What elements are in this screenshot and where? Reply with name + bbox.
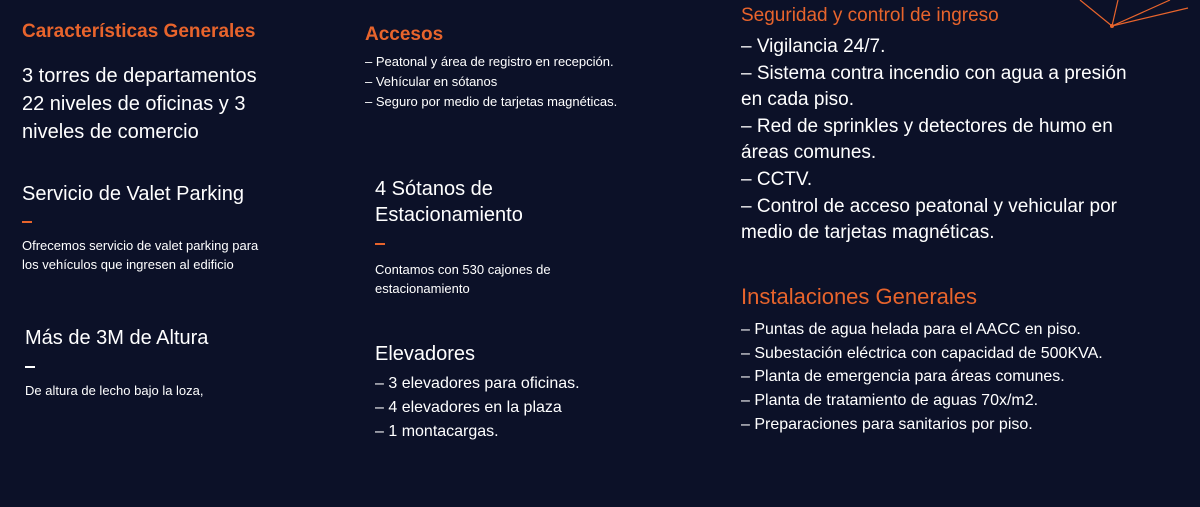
valet-parking-title: Servicio de Valet Parking <box>22 183 244 205</box>
height-dash-divider <box>25 366 35 368</box>
installation-item: – Puntas de agua helada para el AACC en piso. <box>741 321 1081 338</box>
valet-dash-divider <box>22 221 32 223</box>
valet-desc-line: los vehículos que ingresen al edificio <box>22 257 234 272</box>
height-title: Más de 3M de Altura <box>25 327 209 349</box>
parking-desc-line: estacionamiento <box>375 281 470 296</box>
parking-desc-line: Contamos con 530 cajones de <box>375 262 551 277</box>
elevators-list <box>375 372 580 444</box>
security-line: medio de tarjetas magnéticas. <box>741 222 995 244</box>
access-item: – Peatonal y área de registro en recepción. <box>365 54 614 69</box>
parking-title-line: 4 Sótanos de <box>375 178 493 200</box>
decorative-lines-graphic <box>1070 0 1200 34</box>
parking-dash-divider <box>375 243 385 245</box>
parking-title-line: Estacionamiento <box>375 204 523 226</box>
intro-line: 22 niveles de oficinas y 3 <box>22 93 246 115</box>
elevator-item: – 1 montacargas. <box>375 423 499 440</box>
elevator-item: – 4 elevadores en la plaza <box>375 399 562 416</box>
valet-parking-description <box>22 236 258 274</box>
access-list <box>365 52 617 112</box>
security-line: – Sistema contra incendio con agua a presión <box>741 62 1127 84</box>
installation-item: – Planta de emergencia para áreas comunes. <box>741 368 1065 386</box>
security-line: – Red de sprinkles y detectores de humo en <box>741 115 1113 137</box>
installations-title: Instalaciones Generales <box>741 284 978 309</box>
intro-line: 3 torres de departamentos <box>22 65 257 87</box>
security-line: – Vigilancia 24/7. <box>741 36 886 57</box>
security-line: – Control de acceso peatonal y vehicular por <box>741 195 1118 217</box>
installation-item: – Subestación eléctrica con capacidad de 500KVA. <box>741 344 1103 362</box>
towers-description <box>22 62 257 146</box>
access-item: – Seguro por medio de tarjetas magnéticas. <box>365 94 618 109</box>
elevators-title: Elevadores <box>375 343 476 365</box>
general-features-title: Características Generales <box>22 21 256 42</box>
access-item: – Vehícular en sótanos <box>365 74 498 89</box>
security-line: en cada piso. <box>741 89 855 111</box>
security-line: áreas comunes. <box>741 142 877 164</box>
valet-desc-line: Ofrecemos servicio de valet parking para <box>22 238 259 253</box>
installation-item: – Planta de tratamiento de aguas 70x/m2. <box>741 392 1039 410</box>
security-line: – CCTV. <box>741 168 813 190</box>
security-title: Seguridad y control de ingreso <box>741 5 999 26</box>
security-list <box>741 34 1127 247</box>
installations-list <box>741 318 1103 437</box>
elevator-item: – 3 elevadores para oficinas. <box>375 375 580 392</box>
parking-title <box>375 176 523 228</box>
installation-item: – Preparaciones para sanitarios por piso. <box>741 415 1033 433</box>
parking-description <box>375 260 551 298</box>
height-description: De altura de lecho bajo la loza, <box>25 383 204 398</box>
access-title: Accesos <box>365 24 444 45</box>
intro-line: niveles de comercio <box>22 121 199 143</box>
